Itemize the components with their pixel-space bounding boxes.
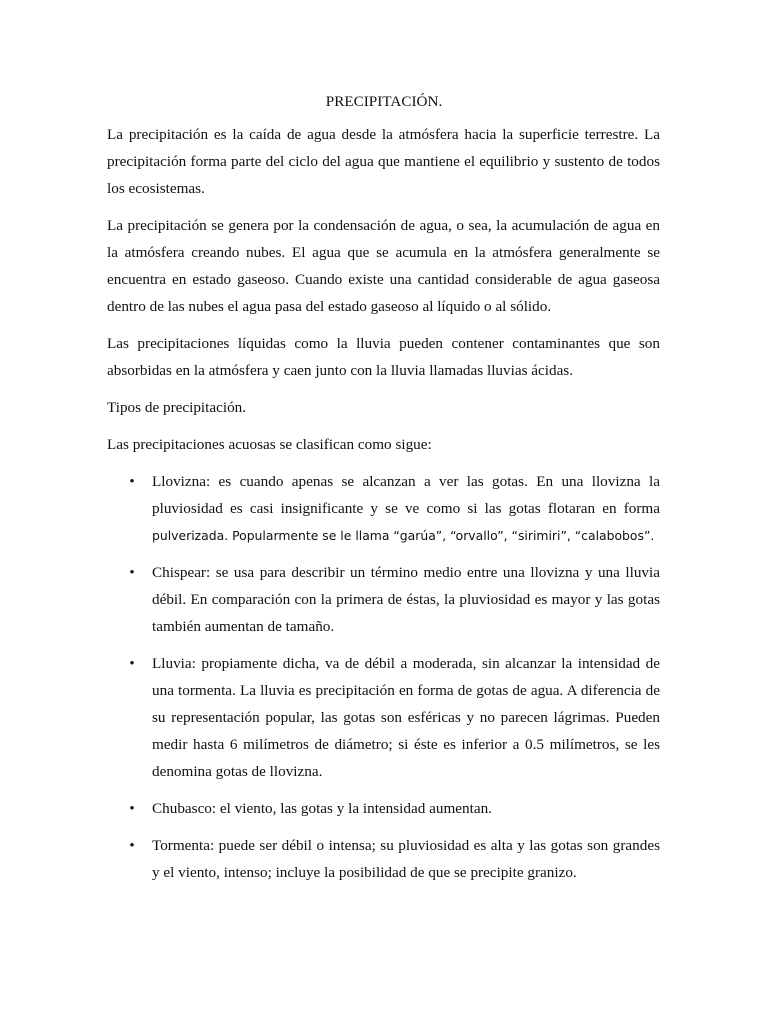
list-item-text-tail: pulverizada. Popularmente se le llama “garúa”, “orvallo”, “sirimiri”, “calabobos”. — [152, 528, 655, 543]
list-item-text: Lluvia: propiamente dicha, va de débil a moderada, sin alcanzar la intensidad de una tormenta. La lluvia es precipitación en forma de gotas de agua. A diferencia de su representación popular, las gotas son esféricas y no parecen lágrimas. Pueden medir hasta 6 milímetros de diámetro; si éste es inferior a 0.5 milímetros, se les denomina gotas de llovizna. — [152, 655, 660, 780]
list-item-text: Tormenta: puede ser débil o intensa; su pluviosidad es alta y las gotas son grandes y el viento, intenso; incluye la posibilidad de que se precipite granizo. — [152, 837, 660, 881]
bullet-icon: • — [129, 655, 135, 672]
paragraph-definition: La precipitación es la caída de agua desde la atmósfera hacia la superficie terrestre. La precipitación forma parte del ciclo del agua que mantiene el equilibrio y sustento de todos los ecosistemas. — [107, 126, 660, 197]
bullet-icon: • — [129, 564, 135, 581]
bullet-icon: • — [129, 837, 135, 854]
list-item-text: Chubasco: el viento, las gotas y la intensidad aumentan. — [152, 800, 492, 817]
list-item-tormenta — [107, 832, 660, 886]
document-body — [107, 121, 660, 896]
paragraph-classification-intro: Las precipitaciones acuosas se clasifican como sigue: — [107, 436, 432, 453]
list-item-chubasco — [107, 795, 660, 822]
list-item-text: Chispear: se usa para describir un término medio entre una llovizna y una lluvia débil. En comparación con la primera de éstas, la pluviosidad es mayor y las gotas también aumentan de tamaño. — [152, 564, 660, 635]
paragraph-formation: La precipitación se genera por la condensación de agua, o sea, la acumulación de agua en la atmósfera creando nubes. El agua que se acumula en la atmósfera generalmente se encuentra en estado gaseoso. Cuando existe una cantidad considerable de agua gaseosa dentro de las nubes el agua pasa del estado gaseoso al líquido o al sólido. — [107, 217, 660, 315]
bullet-icon: • — [129, 800, 135, 817]
list-item-llovizna — [107, 468, 660, 549]
paragraph-acid-rain: Las precipitaciones líquidas como la lluvia pueden contener contaminantes que son absorbidas en la atmósfera y caen junto con la lluvia llamadas lluvias ácidas. — [107, 335, 660, 379]
list-item-chispear — [107, 559, 660, 640]
list-item-lluvia — [107, 650, 660, 785]
document-title: PRECIPITACIÓN. — [325, 93, 443, 110]
bullet-icon: • — [129, 473, 135, 490]
list-item-text: Llovizna: es cuando apenas se alcanzan a ver las gotas. En una llovizna la pluviosidad es casi insignificante y se ve como si las gotas flotaran en forma — [152, 473, 660, 517]
section-heading-types: Tipos de precipitación. — [107, 399, 247, 416]
precipitation-types-list — [107, 468, 660, 886]
